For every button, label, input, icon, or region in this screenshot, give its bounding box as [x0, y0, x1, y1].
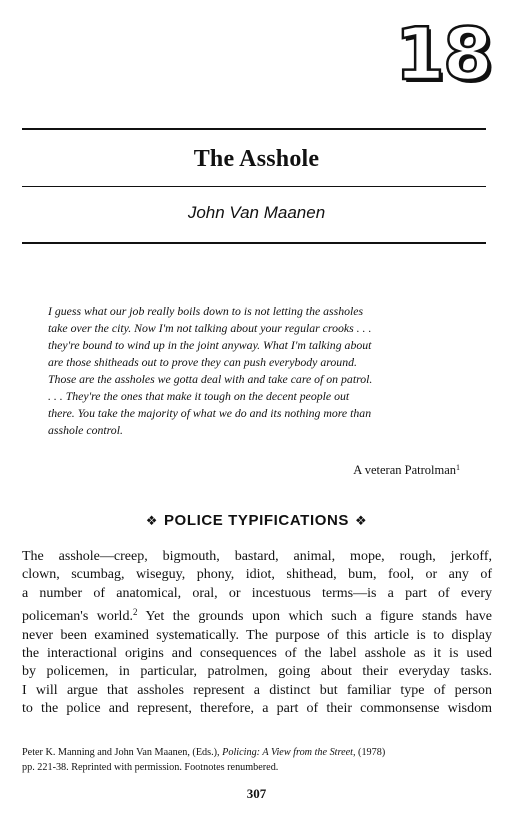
header-rule-top: [22, 128, 486, 130]
epigraph-line: are those shitheads out to prove they can push everybody around.: [48, 355, 357, 369]
footnote-line: pp. 221-38. Reprinted with permission. Footnotes renumbered.: [22, 762, 279, 773]
title-rule: [22, 186, 486, 187]
body-line: by policemen, in particular, patrolmen, going about their everyday tasks.: [22, 664, 492, 680]
epigraph-line: Those are the assholes we gotta deal with and take care of on patrol.: [48, 372, 373, 386]
epigraph-attribution: [353, 463, 460, 478]
body-line: never been examined systematically. The purpose of this article is to display: [22, 627, 492, 643]
body-line: a number of anatomical, oral, or incestuous terms—is a part of every: [22, 585, 492, 601]
body-line: the interactional origins and consequences of the label asshole as it is used: [22, 646, 492, 662]
body-line-rest: Yet the grounds upon which such a figure stands have: [137, 609, 492, 625]
footnote-year: (1978): [355, 747, 386, 758]
epigraph-line: I guess what our job really boils down to is not letting the assholes: [48, 304, 364, 318]
chapter-number: 18: [394, 12, 491, 96]
section-heading-text: POLICE TYPIFICATIONS: [163, 512, 350, 529]
source-footnote: [22, 745, 492, 775]
author-name: John Van Maanen: [187, 203, 326, 222]
epigraph-line: they're bound to wind up in the joint anyway. What I'm talking about: [48, 338, 372, 352]
section-heading: [0, 512, 513, 529]
footnote-line: [22, 745, 492, 760]
body-line: I will argue that assholes represent a distinct but familiar type of person: [22, 682, 492, 698]
epigraph-line: asshole control.: [48, 423, 123, 437]
body-line-start: policeman's world.: [22, 609, 133, 625]
body-line: The asshole—creep, bigmouth, bastard, animal, mope, rough, jerkoff,: [22, 549, 492, 564]
footnote-ref-2: 2: [132, 607, 138, 618]
attribution-text: A veteran Patrolman: [353, 463, 456, 477]
epigraph-line: take over the city. Now I'm not talking about your regular crooks . . .: [48, 321, 372, 335]
footnote-ref-1: 1: [456, 463, 460, 472]
page-number: 307: [246, 786, 267, 801]
body-line: clown, scumbag, wiseguy, phony, idiot, shithead, bum, fool, or any of: [22, 567, 492, 583]
epigraph-line: . . . They're the ones that make it tough on the decent people out: [48, 389, 350, 403]
epigraph-line: there. You take the majority of what we do and its nothing more than: [48, 406, 372, 420]
epigraph: [48, 303, 460, 439]
body-paragraph: [22, 548, 492, 719]
header-rule-bottom: [22, 242, 486, 244]
body-line: to the police and represent, therefore, a part of their commonsense wisdom: [22, 701, 492, 717]
ornament-icon: ❖: [355, 513, 368, 528]
ornament-icon: ❖: [145, 513, 158, 528]
footnote-authors: Peter K. Manning and John Van Maanen, (Eds.),: [22, 747, 223, 758]
chapter-title: The Asshole: [193, 146, 320, 172]
body-line: [22, 603, 492, 626]
footnote-book-title: Policing: A View from the Street,: [222, 747, 356, 758]
